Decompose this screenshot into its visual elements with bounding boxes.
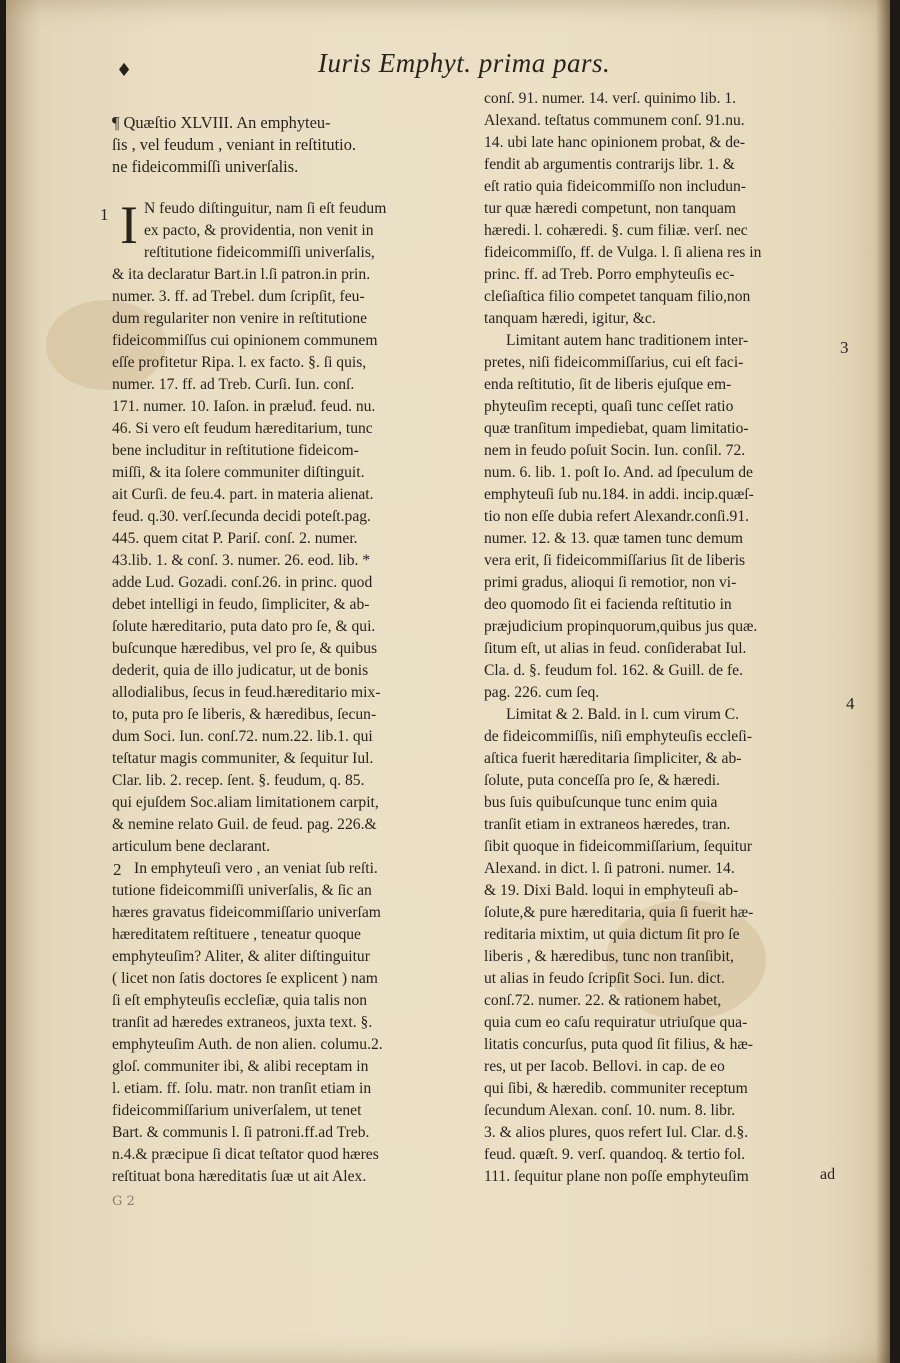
text-line: enda reſtitutio, ſit de liberis ejuſque em- (484, 376, 732, 393)
text-line: 43.lib. 1. & conſ. 3. numer. 26. eod. lib. * (112, 552, 371, 569)
text-line: reſtitutione fideicommiſſi univerſalis, (144, 244, 375, 261)
text-line: 14. ubi late hanc opinionem probat, & de- (484, 134, 746, 151)
text-line: Cla. d. §. feudum fol. 162. & Guill. de fe. (484, 662, 743, 679)
text-line: gloſ. communiter ibi, & alibi receptam in (112, 1058, 369, 1075)
text-line: numer. 17. ff. ad Treb. Curſi. Iun. conſ. (112, 376, 355, 393)
margin-number-4: 4 (846, 694, 855, 713)
text-line: pretes, niſi fideicommiſſarius, cui eſt faci- (484, 354, 744, 371)
text-line: litatis concurſus, puta quod ſit filius, & hæ- (484, 1036, 753, 1053)
text-line: In emphyteuſi vero , an veniat ſub reſti. (134, 860, 378, 877)
text-line: emphyteuſim? Aliter, & aliter diſtinguitur (112, 948, 370, 965)
text-line: quia cum eo caſu requiratur utriuſque qua- (484, 1014, 748, 1031)
text-line: 445. quem citat P. Pariſ. conſ. 2. numer. (112, 530, 358, 547)
text-line: debet intelligi in feudo, ſimpliciter, & ab- (112, 596, 370, 613)
text-line: fendit ab argumentis contrarijs libr. 1. & (484, 156, 735, 173)
text-line: miſſi, & ita ſolere communiter diſtinguit. (112, 464, 365, 481)
text-line: reditaria mixtim, ut quia dictum ſit pro ſe (484, 926, 740, 943)
text-line: hæres gravatus fideicommiſſario univerſam (112, 904, 381, 921)
text-line: feud. quæſt. 9. verſ. quandoq. & tertio fol. (484, 1146, 746, 1163)
text-line: cleſiaſtica filio competet tanquam filio,non (484, 288, 751, 305)
text-line: de fideicommiſſis, niſi emphyteuſis eccleſi- (484, 728, 753, 745)
text-line: to, puta pro ſe liberis, & hæredibus, ſecun- (112, 706, 377, 723)
text-line: 111. ſequitur plane non poſſe emphyteuſim (484, 1168, 749, 1185)
text-line: ſolute,& pure hæreditaria, quia ſi fuerit hæ- (484, 904, 754, 921)
text-line: tranſit etiam in extraneos hæredes, tran. (484, 816, 731, 833)
text-line: vera erit, ſi fideicommiſſarius ſit de liberis (484, 552, 746, 569)
text-line: teſtatur magis communiter, & ſequitur Iul. (112, 750, 374, 767)
text-line: articulum bene declarant. (112, 838, 271, 855)
margin-number-1: 1 (100, 205, 109, 224)
text-line: 46. Si vero eſt feudum hæreditarium, tunc (112, 420, 373, 437)
text-line: fideicommiſſo, ff. de Vulga. l. ſi aliena res in (484, 244, 762, 261)
text-line: feud. q.30. verſ.ſecunda decidi poteſt.pag. (112, 508, 371, 525)
text-line: liberis , & hæredibus, tunc non tranſibit, (484, 948, 734, 965)
text-line: ſitum eſt, ut alias in feud. conſiderabat Iul. (484, 640, 747, 657)
text-line: qui ejuſdem Soc.aliam limitationem carpit, (112, 794, 379, 811)
text-line: quæ tranſitum impediebat, quam limitatio- (484, 420, 749, 437)
page-mark: ♦ (116, 60, 133, 81)
text-line: buſcunque hæredibus, vel pro ſe, & quibus (112, 640, 378, 657)
margin-number-2: 2 (113, 860, 122, 879)
text-line: num. 6. lib. 1. poſt Io. And. ad ſpeculum de (484, 464, 753, 481)
question-heading (112, 112, 478, 178)
text-line: ſis , vel feudum , veniant in reſtitutio. (112, 135, 356, 154)
text-line: dum Soci. Iun. conſ.72. num.22. lib.1. qui (112, 728, 373, 745)
running-head: Iuris Emphyt. prima pars. (318, 48, 611, 78)
text-line: conſ. 91. numer. 14. verſ. quinimo lib. 1. (484, 90, 737, 107)
right-column (484, 88, 848, 1188)
text-line: bene includitur in reſtitutione fideicom- (112, 442, 359, 459)
text-line: tranſit ad hæredes extraneos, juxta text. §. (112, 1014, 373, 1031)
text-line: Limitant autem hanc traditionem inter- (506, 332, 749, 349)
text-line: hæreditatem reſtituere , teneatur quoque (112, 926, 361, 943)
text-line: & 19. Dixi Bald. loqui in emphyteuſi ab- (484, 882, 739, 899)
catchword: ad (820, 1166, 836, 1183)
text-line: l. etiam. ff. ſolu. matr. non tranſit etiam in (112, 1080, 372, 1097)
signature-mark: G 2 (112, 1194, 135, 1209)
margin-number-3: 3 (840, 338, 849, 357)
text-line: eſt ratio quia fideicommiſſo non includun- (484, 178, 747, 195)
text-line: numer. 3. ff. ad Trebel. dum ſcripſit, feu- (112, 288, 365, 305)
text-line: ( licet non ſatis doctores ſe explicent ) nam (112, 970, 378, 987)
text-line: præjudicium propinquorum,quibus jus quæ. (484, 618, 758, 635)
text-line: ſibit quoque in fideicommiſſarium, ſequitur (484, 838, 753, 855)
text-line: Alexand. teſtatus communem conſ. 91.nu. (484, 112, 745, 129)
text-line: ſi eſt emphyteuſis eccleſiæ, quia talis non (112, 992, 368, 1009)
text-line: fideicommiſſarium univerſalem, ut tenet (112, 1102, 362, 1119)
text-line: dederit, quia de illo judicatur, ut de bonis (112, 662, 369, 679)
text-line: nem in feudo poſuit Socin. Iun. conſil. 72. (484, 442, 746, 459)
text-line: fideicommiſſus cui opinionem communem (112, 332, 378, 349)
drop-cap: I (120, 195, 138, 255)
text-line: primi gradus, alioqui ſi remotior, non vi- (484, 574, 737, 591)
text-line: princ. ff. ad Treb. Porro emphyteuſis ec- (484, 266, 735, 283)
text-line: res, ut per Iacob. Bellovi. in cap. de eo (484, 1058, 725, 1075)
text-line: Clar. lib. 2. recep. ſent. §. feudum, q. 85. (112, 772, 365, 789)
text-line: Limitat & 2. Bald. in l. cum virum C. (506, 706, 740, 723)
text-line: ſecundum Alexan. conſ. 10. num. 8. libr. (484, 1102, 736, 1119)
text-line: ne fideicommiſſi univerſalis. (112, 157, 299, 176)
text-line: pag. 226. cum ſeq. (484, 684, 600, 701)
text-line: numer. 12. & 13. quæ tamen tunc demum (484, 530, 743, 547)
left-column (112, 112, 478, 1188)
text-line: Alexand. in dict. l. ſi patroni. numer. 14. (484, 860, 735, 877)
text-line: ¶ Quæſtio XLVIII. An emphyteu- (112, 113, 331, 132)
text-line: hæredi. l. cohæredi. §. cum filiæ. verſ. nec (484, 222, 748, 239)
text-line: tio non eſſe dubia refert Alexandr.conſi.91. (484, 508, 750, 525)
left-column-body (112, 195, 478, 1188)
text-line: bus ſuis quibuſcunque tunc enim quia (484, 794, 718, 811)
text-line: tanquam hæredi, igitur, &c. (484, 310, 656, 327)
text-line: aſtica fuerit hæreditaria ſimpliciter, & ab- (484, 750, 742, 767)
text-line: phyteuſim recepti, quaſi tunc ceſſet ratio (484, 398, 734, 415)
text-line: dum regulariter non venire in reſtitutione (112, 310, 368, 327)
text-line: qui ſibi, & hæredib. communiter receptum (484, 1080, 748, 1097)
text-line: N feudo diſtinguitur, nam ſi eſt feudum (144, 200, 387, 217)
text-line: ait Curſi. de feu.4. part. in materia alienat. (112, 486, 374, 503)
text-line: ut alias in feudo ſcripſit Soci. Iun. dict. (484, 970, 725, 987)
text-line: tutione fideicommiſſi univerſalis, & ſic an (112, 882, 372, 899)
text-line: 171. numer. 10. Iaſon. in præluđ. feud. nu. (112, 398, 376, 415)
text-line: & ita declaratur Bart.in l.ſi patron.in prin. (112, 266, 371, 283)
text-line: allodialibus, ſecus in feud.hæreditario mix- (112, 684, 381, 701)
text-line: n.4.& præcipue ſi dicat teſtator quod hæres (112, 1146, 379, 1163)
text-line: adde Lud. Gozadi. conſ.26. in princ. quod (112, 574, 373, 591)
text-line: eſſe profitetur Ripa. l. ex facto. §. ſi quis, (112, 354, 367, 371)
text-line: emphyteuſim Auth. de non alien. columu.2. (112, 1036, 383, 1053)
text-line: tur quæ hæredi competunt, non tanquam (484, 200, 737, 217)
text-line: reſtituat bona hæreditatis ſuæ ut ait Alex. (112, 1168, 367, 1185)
text-line: emphyteuſi ſub nu.184. in addi. incip.quæſ- (484, 486, 754, 503)
text-line: & nemine relato Guil. de feud. pag. 226.& (112, 816, 377, 833)
text-line: ſolute, puta conceſſa pro ſe, & hæredi. (484, 772, 721, 789)
page-gutter-shadow (876, 0, 890, 1363)
text-line: ſolute hæreditario, puta dato pro ſe, & qui. (112, 618, 376, 635)
text-line: Bart. & communis l. ſi patroni.ff.ad Treb. (112, 1124, 370, 1141)
text-line: ex pacto, & providentia, non venit in (144, 222, 374, 239)
text-line: deo quomodo ſit ei facienda reſtitutio in (484, 596, 732, 613)
text-line: 3. & alios plures, quos refert Iul. Clar. d.§. (484, 1124, 749, 1141)
text-line: conſ.72. numer. 22. & rationem habet, (484, 992, 722, 1009)
